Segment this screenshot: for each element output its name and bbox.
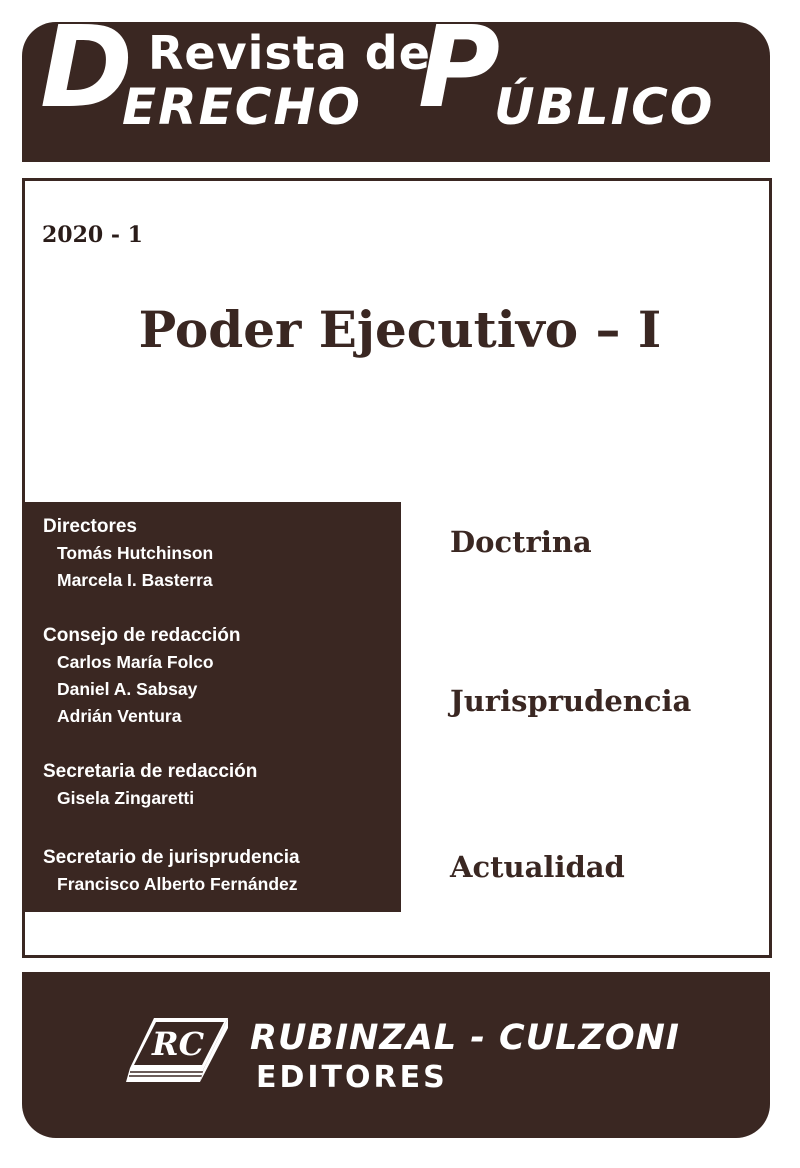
page-title: Poder Ejecutivo – I: [138, 300, 662, 359]
council-member-name: Daniel A. Sabsay: [57, 679, 198, 699]
section-actualidad: Actualidad: [450, 850, 625, 884]
director-name: Marcela I. Basterra: [57, 570, 213, 590]
directors-heading: Directores: [43, 516, 137, 537]
editorial-council-heading: Consejo de redacción: [43, 625, 241, 646]
editorial-council-section: [43, 623, 240, 730]
publisher-logo-icon: [124, 1012, 232, 1090]
masthead-initial-d: D: [40, 3, 131, 133]
masthead-ublico: ÚBLICO: [494, 78, 715, 136]
logo-monogram: RC: [151, 1025, 205, 1063]
section-jurisprudencia: Jurisprudencia: [450, 684, 692, 718]
editorial-secretary-section: [43, 759, 257, 812]
editorial-board: [25, 502, 401, 912]
masthead-revista-de: Revista de: [148, 26, 431, 80]
council-member-name: Adrián Ventura: [57, 706, 182, 726]
editorial-secretary-name: Gisela Zingaretti: [57, 788, 195, 808]
publisher-subtitle: EDITORES: [256, 1060, 448, 1095]
jurisprudence-secretary-section: [43, 845, 300, 898]
directors-section: [43, 514, 213, 594]
jurisprudence-secretary-heading: Secretario de jurisprudencia: [43, 847, 300, 868]
masthead-initial-p: P: [418, 3, 501, 133]
council-member-name: Carlos María Folco: [57, 652, 214, 672]
jurisprudence-secretary-name: Francisco Alberto Fernández: [57, 874, 298, 894]
director-name: Tomás Hutchinson: [57, 543, 214, 563]
editorial-secretary-heading: Secretaria de redacción: [43, 761, 258, 782]
section-doctrina: Doctrina: [450, 525, 592, 559]
masthead-erecho: ERECHO: [122, 78, 362, 136]
issue-number: 2020 - 1: [42, 222, 143, 248]
publisher-name: RUBINZAL - CULZONI: [250, 1018, 680, 1058]
